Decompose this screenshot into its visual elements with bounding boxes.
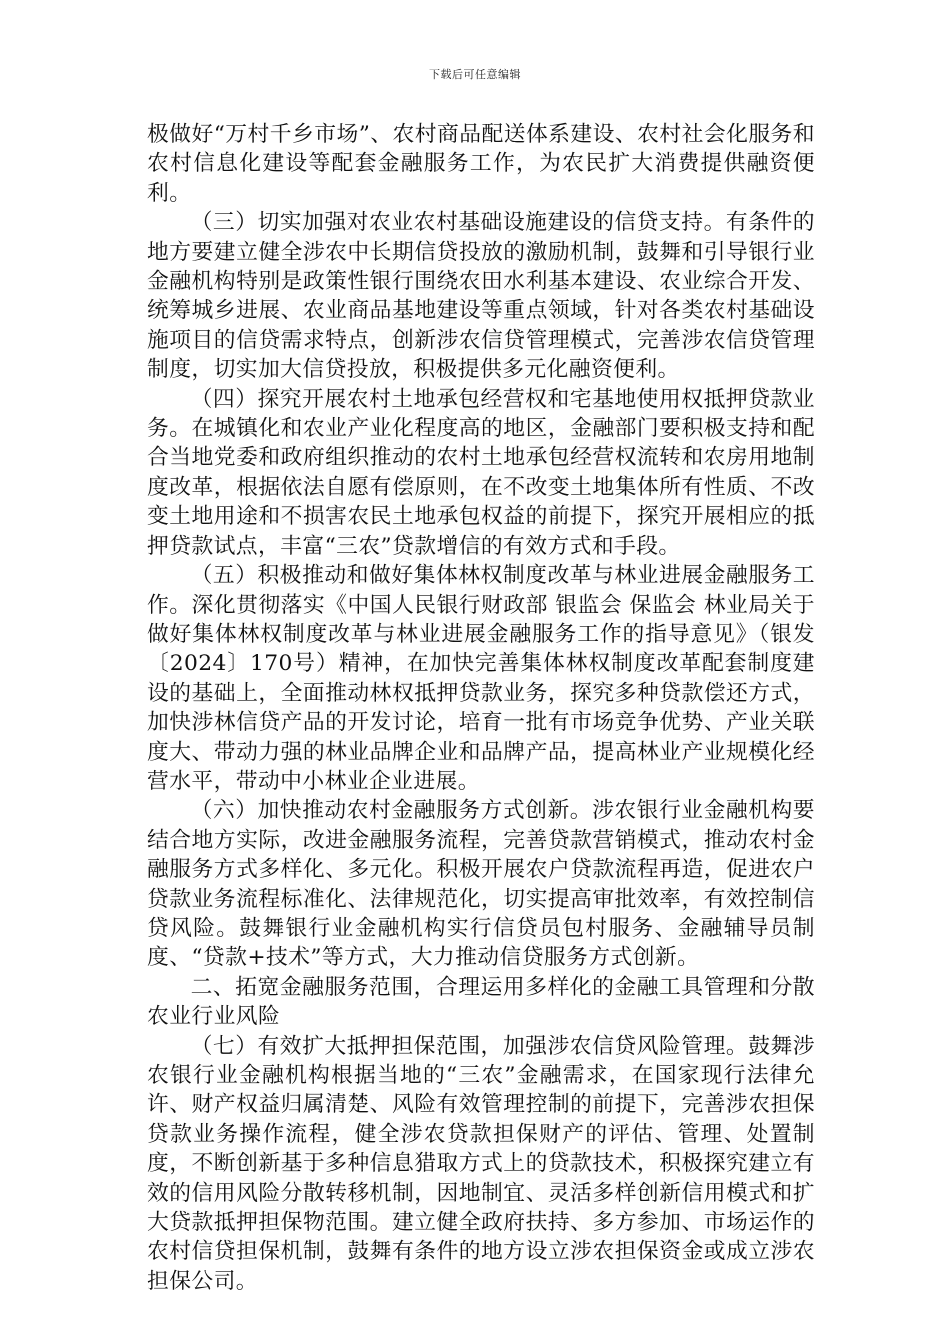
paragraph-section-4: （四）探究开展农村土地承包经营权和宅基地使用权抵押贷款业务。在城镇化和农业产业化程度高的地区，金融部门要积极支持和配合当地党委和政府组织推动的农村土地承包经营权流转和农房用地制度改革，根据依法自愿有偿原则，在不改变土地集体所有性质、不改变土地用途和不损害农民土地承包权益的前提下，探究开展相应的抵押贷款试点，丰富“三农”贷款增信的有效方式和手段。	[147, 386, 815, 559]
paragraph-section-7: （七）有效扩大抵押担保范围，加强涉农信贷风险管理。鼓舞涉农银行业金融机构根据当地的“三农”金融需求，在国家现行法律允许、财产权益归属清楚、风险有效管理控制的前提下，完善涉农担保贷款业务操作流程，健全涉农贷款担保财产的评估、管理、处置制度，不断创新基于多种信息猎取方式上的贷款技术，积极探究建立有效的信用风险分散转移机制，因地制宜、灵活多样创新信用模式和扩大贷款抵押担保物范围。建立健全政府扶持、多方参加、市场运作的农村信贷担保机制，鼓舞有条件的地方设立涉农担保资金或成立涉农担保公司。	[147, 1033, 815, 1294]
paragraph-section-5: （五）积极推动和做好集体林权制度改革与林业进展金融服务工作。深化贯彻落实《中国人民银行财政部 银监会 保监会 林业局关于做好集体林权制度改革与林业进展金融服务工作的指导意见》（银发〔2024〕170号）精神，在加快完善集体林权制度改革配套制度建设的基础上，全面推动林权抵押贷款业务，探究多种贷款偿还方式，加快涉林信贷产品的开发讨论，培育一批有市场竞争优势、产业关联度大、带动力强的林业品牌企业和品牌产品，提高林业产业规模化经营水平，带动中小林业企业进展。	[147, 563, 815, 794]
page-header: 下载后可任意编辑	[429, 68, 521, 81]
document-body	[147, 120, 815, 1296]
paragraph-section-6: （六）加快推动农村金融服务方式创新。涉农银行业金融机构要结合地方实际，改进金融服务流程，完善贷款营销模式，推动农村金融服务方式多样化、多元化。积极开展农户贷款流程再造，促进农户贷款业务流程标准化、法律规范化，切实提高审批效率，有效控制信贷风险。鼓舞银行业金融机构实行信贷员包村服务、金融辅导员制度、“贷款+技术”等方式，大力推动信贷服务方式创新。	[147, 798, 815, 971]
paragraph-continuation: 极做好“万村千乡市场”、农村商品配送体系建设、农村社会化服务和农村信息化建设等配套金融服务工作，为农民扩大消费提供融资便利。	[147, 122, 815, 206]
paragraph-section-3: （三）切实加强对农业农村基础设施建设的信贷支持。有条件的地方要建立健全涉农中长期信贷投放的激励机制，鼓舞和引导银行业金融机构特别是政策性银行围绕农田水利基本建设、农业综合开发、统筹城乡进展、农业商品基地建设等重点领域，针对各类农村基础设施项目的信贷需求特点，创新涉农信贷管理模式，完善涉农信贷管理制度，切实加大信贷投放，积极提供多元化融资便利。	[147, 210, 815, 383]
section-heading-2: 二、拓宽金融服务范围，合理运用多样化的金融工具管理和分散农业行业风险	[147, 974, 815, 1030]
